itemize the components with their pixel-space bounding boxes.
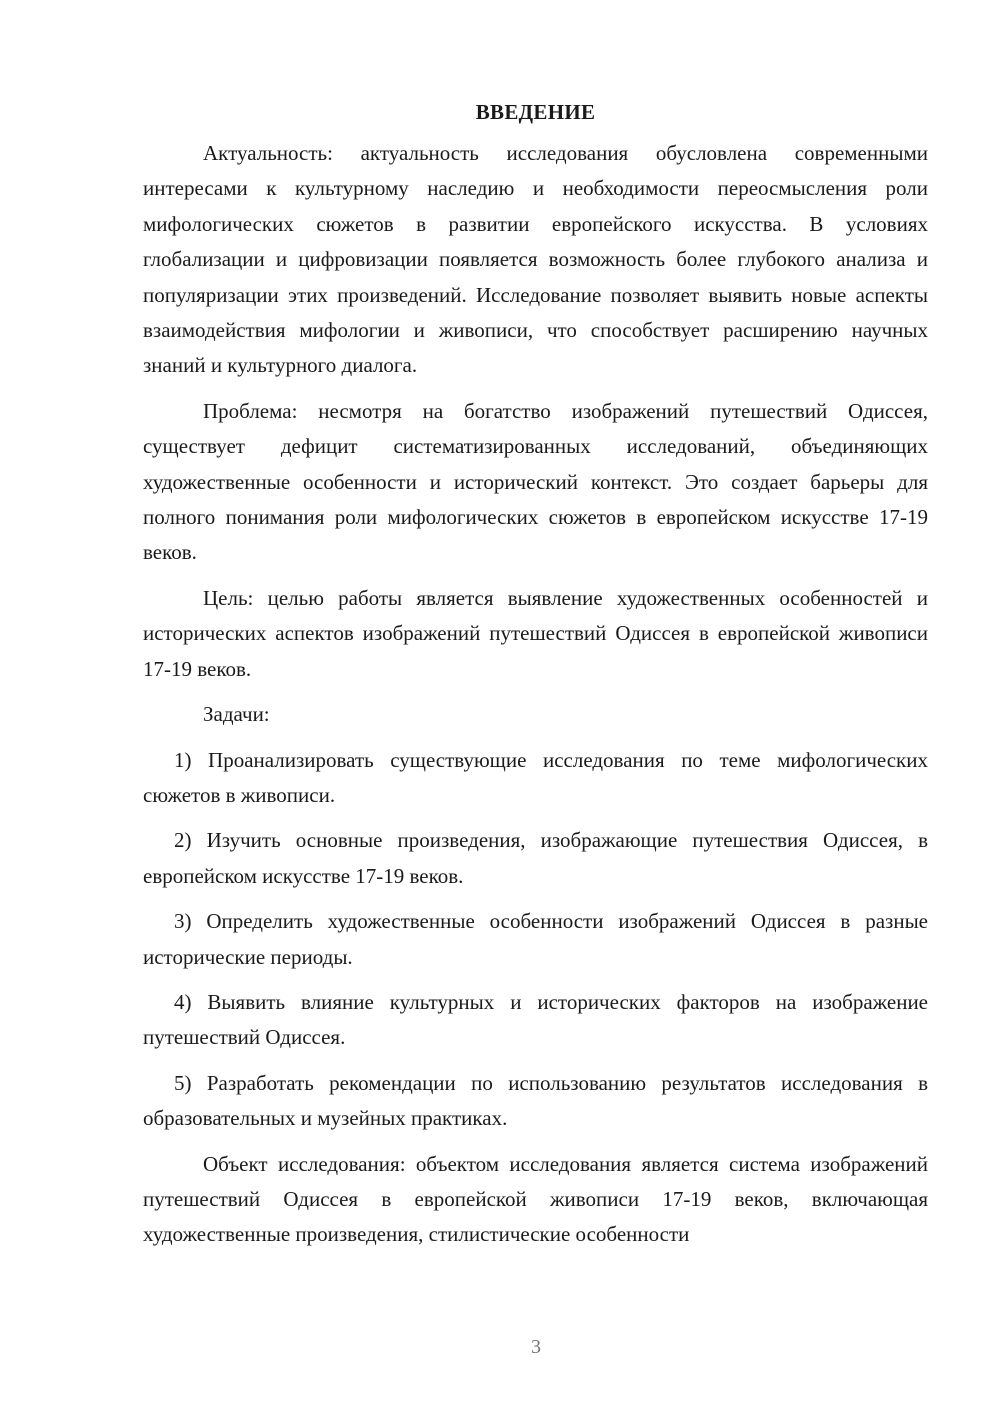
task-item-5: 5) Разработать рекомендации по использованию результатов исследования в образовательных и музейных практиках. xyxy=(143,1070,928,1131)
section-heading: ВВЕДЕНИЕ xyxy=(475,100,596,124)
goal-paragraph: Цель: целью работы является выявление художественных особенностей и исторических аспектов изображений путешествий Одиссея в европейской живописи 17-19 веков. xyxy=(143,585,928,681)
task-item-4: 4) Выявить влияние культурных и исторических факторов на изображение путешествий Одиссея. xyxy=(143,989,928,1050)
relevance-paragraph: Актуальность: актуальность исследования обусловлена современными интересами к культурному наследию и необходимости переосмысления роли мифологических сюжетов в развитии европейского искусства. В условиях глобализации и цифровизации появляется возможность более глубокого анализа и популяризации этих произведений. Исследование позволяет выявить новые аспекты взаимодействия мифологии и живописи, что способствует расширению научных знаний и культурного диалога. xyxy=(143,141,928,378)
task-item-2: 2) Изучить основные произведения, изображающие путешествия Одиссея, в европейском искусстве 17-19 веков. xyxy=(143,828,928,888)
problem-paragraph: Проблема: несмотря на богатство изображений путешествий Одиссея, существует дефицит систематизированных исследований, объединяющих художественные особенности и исторический контекст. Это создает барьеры для полного понимания роли мифологических сюжетов в европейском искусстве 17-19 веков. xyxy=(143,398,928,565)
object-paragraph: Объект исследования: объектом исследования является система изображений путешествий Одиссея в европейской живописи 17-19 веков, включающая художественные произведения, стилистические особенности xyxy=(143,1151,928,1247)
task-item-1: 1) Проанализировать существующие исследования по теме мифологических сюжетов в живописи. xyxy=(143,747,928,807)
page-number: 3 xyxy=(531,1336,541,1358)
tasks-heading: Задачи: xyxy=(203,702,270,727)
task-item-3: 3) Определить художественные особенности изображений Одиссея в разные исторические периоды. xyxy=(143,909,928,969)
page-content xyxy=(143,95,928,1263)
